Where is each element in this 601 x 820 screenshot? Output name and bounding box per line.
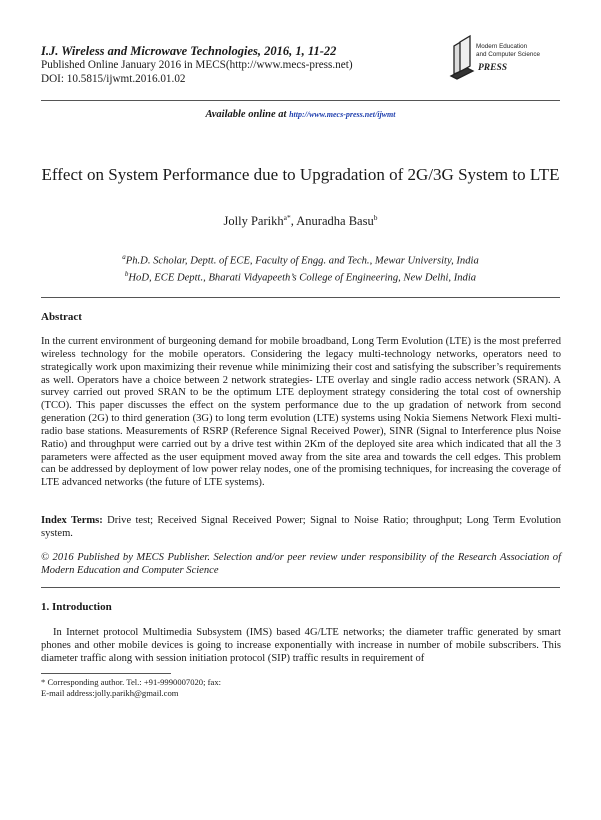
book-stack-logo-icon — [448, 30, 568, 82]
author-2: Anuradha Basu — [296, 214, 374, 229]
abstract-heading: Abstract — [41, 311, 82, 323]
journal-title: I.J. Wireless and Microwave Technologies, 2016, 1, 11-22 — [41, 44, 337, 58]
logo-text-2: and Computer Science — [476, 51, 541, 58]
header-rule — [41, 100, 560, 101]
section-rule — [41, 587, 560, 588]
logo-text-3: PRESS — [478, 63, 508, 73]
abstract-body: In the current environment of burgeoning demand for mobile broadband, Long Term Evolution (LTE) is the most preferred wireless technology for the mobile operators. Considering the legacy multi-technology networks, operators need to strategically work upon maximizing their revenue while minimizing their cost and satisfying the subscriber’s requirements as well. Operators have a choice between 2 network strategies- LTE overlay and single radio access network (SRAN). A survey carried out proved SRAN to be the optimum LTE deployment strategy considering the total cost of ownership (TCO). This paper discusses the effect on the system performance due to the up gradation of network from second generation (2G) to third generation (3G) to long term evolution (LTE) systems using Nokia Siemens Network Flexi multi-radio base stations. Measurements of RSRP (Reference Signal Received Power), SINR (Signal to Interference plus Noise Ratio) and throughput were carried out by a drive test within 2Km of the deployed site area which indicated that all the 3 parameters were affected as the user equipment moved away from the site area and towards the cell edges. This problem can be addressed by deployment of low power relay nodes, one of the promising techniques, for increasing the coverage of LTE advanced networks (the future of LTE systems). — [41, 336, 561, 489]
footnote-email: E-mail address:jolly.parikh@gmail.com — [41, 688, 179, 698]
introduction-heading: 1. Introduction — [41, 601, 112, 613]
author-line: Jolly Parikh$^{a*}$, Anuradha Basu$^b$ — [223, 213, 378, 229]
affiliation-b: $^b$HoD, ECE Deptt., Bharati Vidyapeeth’s College of Engineering, New Delhi, India — [124, 269, 477, 284]
journal-header — [41, 44, 353, 86]
published-line: Published Online January 2016 in MECS(http://www.mecs-press.net) — [41, 59, 353, 71]
introduction-body: In Internet protocol Multimedia Subsystem (IMS) based 4G/LTE networks; the diameter traffic generated by smart phones and other mobile devices is going to increase exponentially with increase in number of mobile subscribers. This diameter traffic along with session initiation protocol (SIP) traffic results in requirement of — [41, 627, 561, 664]
footnote-rule — [41, 673, 171, 674]
index-terms-text: Drive test; Received Signal Received Power; Signal to Noise Ratio; throughput; Long Term Evolution system. — [41, 515, 561, 539]
index-terms-label: Index Terms: — [41, 515, 103, 526]
author-2-sup: b — [373, 213, 378, 222]
logo-text-1: Modern Education — [476, 43, 528, 50]
publisher-logo — [448, 30, 568, 82]
author-1: Jolly Parikh — [223, 214, 284, 229]
affiliation-a: $^a$Ph.D. Scholar, Deptt. of ECE, Faculty of Engg. and Tech., Mewar University, India — [122, 253, 479, 267]
journal-url-link[interactable]: http://www.mecs-press.net/ijwmt — [289, 110, 396, 119]
index-terms — [41, 514, 561, 540]
footnote-contact: * Corresponding author. Tel.: +91-9990007020; fax: — [41, 677, 221, 687]
author-1-sup: a* — [283, 213, 291, 222]
copyright-notice: © 2016 Published by MECS Publisher. Selection and/or peer review under responsibility of the Research Association of Modern Education and Computer Science — [41, 552, 561, 576]
availability-prefix: Available online at — [205, 109, 287, 120]
footnote — [41, 677, 221, 699]
availability-line — [0, 109, 601, 120]
affiliations — [0, 251, 601, 284]
doi-line: DOI: 10.5815/ijwmt.2016.01.02 — [41, 73, 186, 85]
paper-title: Effect on System Performance due to Upgradation of 2G/3G System to LTE — [41, 165, 560, 184]
abstract-top-rule — [41, 297, 560, 298]
